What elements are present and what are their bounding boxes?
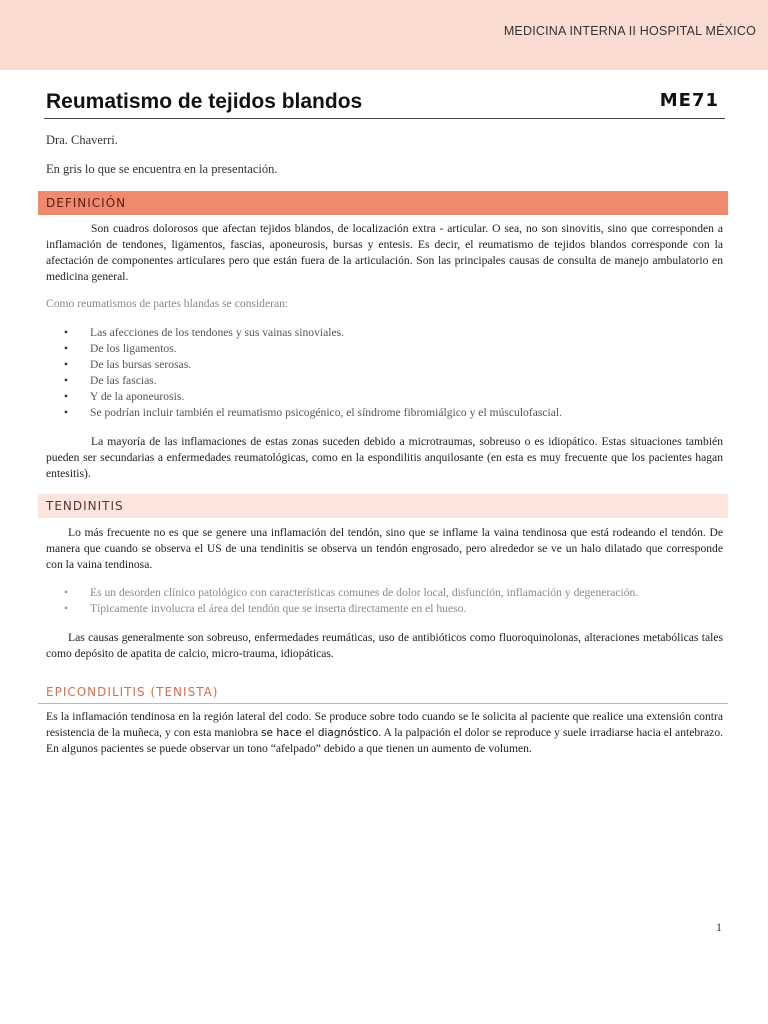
- definicion-list: [46, 325, 562, 421]
- tendinitis-paragraph-2: Las causas generalmente son sobreuso, enfermedades reumáticas, uso de antibióticos como fluoroquinolonas, alteraciones metabólicas tales como depósito de apatita de calcio, micro-trauma, idiopáticas.: [46, 631, 723, 660]
- definicion-paragraph-1: Son cuadros dolorosos que afectan tejidos blandos, de localización extra - articular. O sea, no son sinovitis, sino que corresponden a inflamación de tendones, ligamentos, fascias, aponeurosis, bursas y entesis. Es decir, el reumatismo de tejidos blandos corresponde con la afectación de componentes articulares pero que están fuera de la articulación. Son las principales causas de consulta de manejo ambulatorio en medicina general.: [46, 222, 723, 283]
- definicion-list-lead: Como reumatismos de partes blandas se consideran:: [46, 297, 289, 310]
- section-heading-definicion: DEFINICIÓN: [38, 191, 728, 215]
- document-title: Reumatismo de tejidos blandos: [46, 90, 363, 113]
- list-item: • Típicamente involucra el área del tendón que se inserta directamente en el hueso.: [46, 601, 638, 617]
- header-title: MEDICINA INTERNA II HOSPITAL MÉXICO: [503, 24, 756, 38]
- note-line: En gris lo que se encuentra en la presentación.: [46, 162, 278, 176]
- list-item: • De las fascias.: [46, 373, 562, 389]
- list-item: • De las bursas serosas.: [46, 357, 562, 373]
- list-item: • Las afecciones de los tendones y sus vainas sinoviales.: [46, 325, 562, 341]
- list-item: • Se podrían incluir también el reumatismo psicogénico, el síndrome fibromiálgico y el músculofascial.: [46, 405, 562, 421]
- list-item: • De los ligamentos.: [46, 341, 562, 357]
- tendinitis-paragraph-1: Lo más frecuente no es que se genere una inflamación del tendón, sino que se inflame la vaina tendinosa que está rodeando el tendón. De manera que cuando se observa el US de una tendinitis se observa un tendón engrosado, pero alrededor se ve un halo dilatado que corresponde con la vaina tendinosa.: [46, 526, 723, 571]
- author-line: Dra. Chaverri.: [46, 133, 118, 147]
- diagnosis-highlight: se hace el diagnóstico: [261, 727, 379, 739]
- definicion-paragraph-2: La mayoría de las inflamaciones de estas zonas suceden debido a microtraumas, sobreuso o es idiopático. Estas situaciones también pueden ser secundarias a enfermedades reumatológicas, como en la espondilitis anquilosante (en esta es muy frecuente que los pacientes hagan entesitis).: [46, 435, 723, 480]
- section-heading-epicondilitis: EPICONDILITIS (TENISTA): [38, 680, 728, 704]
- epicondilitis-text-before: Es la inflamación tendinosa en la región lateral del codo. Se produce sobre todo cuando se le solicita al paciente que realice una extensión contra resistencia de la muñeca, y con esta maniobra: [46, 710, 723, 739]
- title-row: [44, 88, 725, 119]
- epicondilitis-paragraph: [46, 709, 723, 757]
- document-code: ME71: [659, 90, 719, 111]
- section-heading-tendinitis: TENDINITIS: [38, 494, 728, 518]
- header-band: [0, 0, 768, 70]
- list-item: • Y de la aponeurosis.: [46, 389, 562, 405]
- page-number: 1: [716, 920, 722, 934]
- tendinitis-list: [46, 585, 638, 617]
- list-item: • Es un desorden clínico patológico con características comunes de dolor local, disfunción, inflamación y degeneración.: [46, 585, 638, 601]
- epicondilitis-text-after: . A la palpación el dolor se reproduce y suele irradiarse hacia el antebrazo. En algunos pacientes se puede observar un tono “afelpado” debido a que tienen un aumento de volumen.: [46, 726, 724, 755]
